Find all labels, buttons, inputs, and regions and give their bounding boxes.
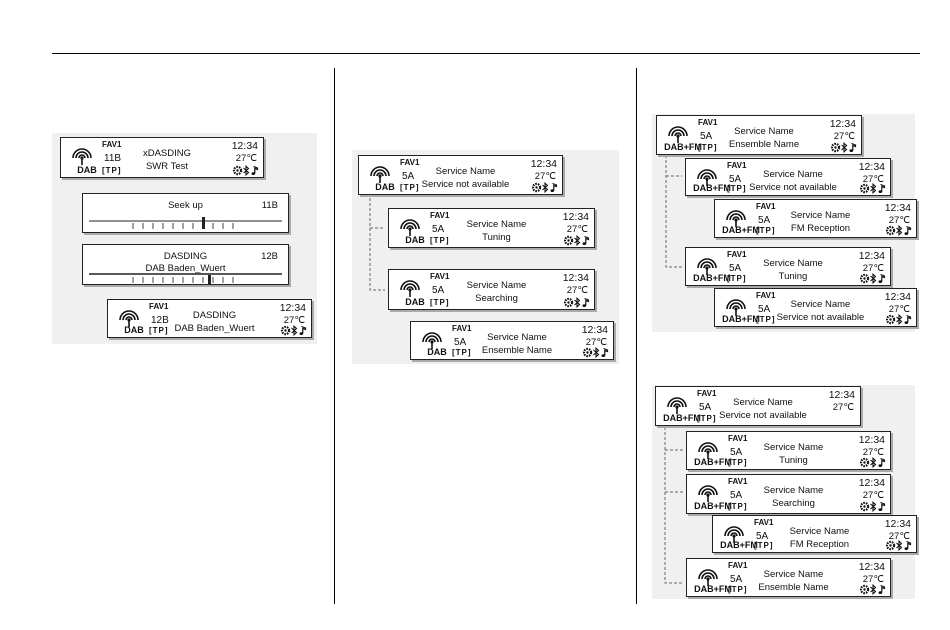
music-note-icon: [252, 167, 258, 176]
music-note-icon: [905, 227, 911, 236]
display-line-1: Service Name: [763, 485, 824, 496]
display-line-1: Service Name: [466, 219, 527, 230]
settings-icon: [565, 237, 572, 244]
settings-icon: [234, 167, 241, 174]
favourite-label: FAV1: [756, 202, 776, 211]
bluetooth-icon: [871, 274, 876, 283]
display-line-2: Tuning: [482, 232, 511, 243]
status-icons: [564, 297, 590, 308]
display-line-1: Service Name: [790, 210, 851, 221]
radio-display: [686, 558, 891, 597]
band-label: DAB+FM: [663, 413, 701, 423]
status-icons: [564, 235, 590, 246]
settings-icon: [861, 275, 868, 282]
display-line-1: Service Name: [487, 332, 547, 343]
channel-label: 5A: [700, 131, 713, 142]
display-line-2: Ensemble Name: [481, 345, 553, 356]
temperature: 27℃: [888, 531, 910, 542]
clock: 12:34: [231, 140, 258, 152]
tp-indicator: [TP]: [728, 458, 748, 467]
favourite-label: FAV1: [400, 158, 420, 167]
column-divider: [636, 68, 637, 604]
status-icons: [532, 182, 558, 193]
display-line-1: Service Name: [435, 166, 496, 177]
clock: 12:34: [829, 118, 856, 130]
radio-display: [60, 137, 264, 178]
bluetooth-icon: [897, 226, 902, 235]
band-label: DAB+FM: [694, 457, 732, 467]
tp-indicator: [TP]: [756, 315, 776, 324]
music-note-icon: [879, 503, 885, 512]
tp-indicator: [TP]: [102, 166, 122, 175]
favourite-label: FAV1: [754, 518, 774, 527]
bluetooth-icon: [842, 143, 847, 152]
channel-label: 12B: [261, 251, 278, 262]
settings-icon: [565, 299, 572, 306]
temperature: 27℃: [235, 153, 257, 164]
bluetooth-icon: [292, 326, 297, 335]
status-icons: [860, 273, 886, 284]
tp-indicator: [TP]: [727, 274, 747, 283]
clock: 12:34: [279, 302, 306, 314]
antenna-icon: [664, 393, 690, 415]
band-label: DAB+FM: [693, 183, 731, 193]
channel-label: 5A: [756, 531, 769, 542]
antenna-icon: [69, 144, 95, 166]
tp-indicator: [TP]: [430, 236, 450, 245]
bluetooth-icon: [871, 585, 876, 594]
music-note-icon: [905, 542, 911, 551]
display-line-2: Service not available: [749, 182, 837, 193]
settings-icon: [584, 349, 591, 356]
display-line-2: Searching: [772, 498, 815, 509]
channel-label: 5A: [699, 402, 712, 413]
temperature: 27℃: [283, 315, 305, 326]
channel-label: 5A: [729, 263, 742, 274]
channel-label: 11B: [261, 200, 278, 211]
channel-label: 11B: [104, 153, 122, 164]
channel-label: 5A: [432, 285, 445, 296]
radio-display: [655, 386, 861, 426]
music-note-icon: [850, 144, 856, 153]
tp-indicator: [TP]: [430, 298, 450, 307]
display-line-1: Service Name: [763, 569, 824, 580]
radio-display: [107, 299, 312, 338]
favourite-label: FAV1: [728, 477, 748, 486]
clock: 12:34: [858, 434, 885, 446]
bluetooth-icon: [594, 348, 599, 357]
tp-indicator: [TP]: [728, 585, 748, 594]
ensemble-name: DAB Baden_Wuert: [145, 263, 226, 274]
favourite-label: FAV1: [430, 211, 450, 220]
clock: 12:34: [562, 272, 589, 284]
band-label: DAB+FM: [720, 540, 758, 550]
settings-icon: [861, 185, 868, 192]
tp-indicator: [TP]: [728, 502, 748, 511]
channel-label: 5A: [730, 574, 743, 585]
display-line-1: Service Name: [790, 299, 851, 310]
clock: 12:34: [858, 477, 885, 489]
display-line-2: FM Reception: [790, 223, 851, 234]
display-line-1: Service Name: [763, 442, 824, 453]
radio-display: [714, 288, 917, 327]
tp-indicator: [TP]: [727, 184, 747, 193]
music-note-icon: [602, 349, 608, 358]
favourite-label: FAV1: [727, 250, 747, 259]
display-line-2: Service not available: [719, 410, 807, 421]
channel-label: 5A: [730, 490, 743, 501]
temperature: 27℃: [862, 447, 884, 458]
band-label: DAB: [77, 165, 97, 175]
settings-icon: [861, 586, 868, 593]
radio-display: [656, 115, 862, 155]
settings-icon: [887, 227, 894, 234]
bluetooth-icon: [897, 315, 902, 324]
seek-label: Seek up: [168, 200, 203, 211]
radio-display: [358, 155, 563, 195]
band-label: DAB: [124, 325, 144, 335]
music-note-icon: [879, 459, 885, 468]
bluetooth-icon: [543, 183, 548, 192]
tp-indicator: [TP]: [400, 183, 420, 192]
music-note-icon: [879, 185, 885, 194]
radio-display: [685, 247, 891, 286]
band-label: DAB+FM: [722, 225, 760, 235]
music-note-icon: [905, 316, 911, 325]
music-note-icon: [583, 237, 589, 246]
status-icons: [860, 183, 886, 194]
display-line-1: Service Name: [733, 397, 793, 408]
display-line-2: Tuning: [779, 455, 808, 466]
channel-label: 5A: [454, 337, 467, 348]
temperature: 27℃: [862, 574, 884, 585]
display-line-1: Service Name: [734, 126, 794, 137]
display-line-1: DASDING: [192, 310, 237, 321]
bluetooth-icon: [575, 236, 580, 245]
tp-indicator: [TP]: [149, 326, 169, 335]
clock: 12:34: [858, 161, 885, 173]
favourite-label: FAV1: [149, 302, 169, 311]
clock: 12:34: [884, 202, 911, 214]
status-icons: [860, 584, 886, 595]
radio-display: [686, 431, 891, 470]
music-note-icon: [300, 327, 306, 336]
display-line-1: xDASDING: [142, 148, 192, 159]
bluetooth-icon: [871, 458, 876, 467]
bluetooth-icon: [244, 166, 249, 175]
status-icons: [281, 325, 307, 336]
clock: 12:34: [858, 561, 885, 573]
header-rule: [52, 53, 920, 54]
display-line-1: Service Name: [466, 280, 527, 291]
band-label: DAB+FM: [722, 314, 760, 324]
status-icons: [831, 142, 857, 153]
settings-icon: [832, 144, 839, 151]
antenna-icon: [397, 215, 423, 237]
clock: 12:34: [828, 389, 855, 401]
tuning-scale: [89, 217, 282, 231]
bluetooth-icon: [871, 184, 876, 193]
temperature: 27℃: [534, 171, 556, 182]
display-line-2: SWR Test: [145, 161, 189, 172]
tp-indicator: [TP]: [698, 143, 718, 152]
tuning-scale: [89, 272, 282, 284]
favourite-label: FAV1: [698, 118, 718, 127]
antenna-icon: [695, 481, 721, 503]
temperature: 27℃: [862, 490, 884, 501]
display-line-1: Service Name: [763, 169, 823, 180]
display-line-1: Service Name: [789, 526, 850, 537]
clock: 12:34: [581, 324, 608, 336]
favourite-label: FAV1: [452, 324, 472, 333]
settings-icon: [861, 459, 868, 466]
channel-label: 5A: [730, 447, 743, 458]
seek-bar-display: [82, 193, 289, 233]
clock: 12:34: [884, 291, 911, 303]
radio-display: [714, 199, 917, 238]
antenna-icon: [397, 276, 423, 298]
channel-label: 5A: [432, 224, 445, 235]
radio-display: [712, 515, 917, 553]
band-label: DAB+FM: [694, 501, 732, 511]
display-line-1: Service Name: [763, 258, 823, 269]
display-line-2: DAB Baden_Wuert: [174, 323, 255, 334]
status-icons: [860, 501, 886, 512]
music-note-icon: [879, 275, 885, 284]
bluetooth-icon: [871, 502, 876, 511]
settings-icon: [887, 542, 894, 549]
temperature: 27℃: [832, 402, 854, 413]
status-icons: [860, 457, 886, 468]
favourite-label: FAV1: [727, 161, 747, 170]
favourite-label: FAV1: [728, 561, 748, 570]
temperature: 27℃: [888, 215, 910, 226]
bluetooth-icon: [575, 298, 580, 307]
channel-label: 5A: [758, 304, 771, 315]
temperature: 27℃: [862, 174, 884, 185]
clock: 12:34: [858, 250, 885, 262]
antenna-icon: [665, 122, 691, 144]
temperature: 27℃: [566, 224, 588, 235]
favourite-label: FAV1: [430, 272, 450, 281]
band-label: DAB: [375, 182, 395, 192]
favourite-label: FAV1: [697, 389, 717, 398]
clock: 12:34: [562, 211, 589, 223]
column-divider: [334, 68, 335, 604]
favourite-label: FAV1: [102, 140, 122, 149]
station-bar-display: [82, 244, 289, 285]
band-label: DAB+FM: [693, 273, 731, 283]
favourite-label: FAV1: [756, 291, 776, 300]
settings-icon: [887, 316, 894, 323]
radio-display: [685, 158, 891, 196]
status-icons: [886, 540, 912, 551]
settings-icon: [861, 503, 868, 510]
display-line-2: FM Reception: [789, 539, 850, 550]
radio-display: [686, 474, 891, 514]
settings-icon: [533, 184, 540, 191]
clock: 12:34: [530, 158, 557, 170]
display-line-2: Searching: [475, 293, 518, 304]
bluetooth-icon: [897, 541, 902, 550]
band-label: DAB+FM: [694, 584, 732, 594]
tp-indicator: [TP]: [452, 348, 472, 357]
status-icons: [233, 165, 259, 176]
display-line-2: Service not available: [421, 179, 510, 190]
music-note-icon: [551, 184, 557, 193]
temperature: 27℃: [888, 304, 910, 315]
band-label: DAB: [405, 297, 425, 307]
antenna-icon: [367, 162, 393, 184]
tp-indicator: [TP]: [756, 226, 776, 235]
display-line-2: Ensemble Name: [758, 582, 829, 593]
clock: 12:34: [884, 518, 911, 530]
display-line-2: Tuning: [778, 271, 808, 282]
music-note-icon: [879, 586, 885, 595]
tp-indicator: [TP]: [754, 541, 774, 550]
radio-display: [388, 269, 595, 310]
temperature: 27℃: [862, 263, 884, 274]
temperature: 27℃: [585, 337, 607, 348]
radio-display: [388, 208, 595, 248]
station-name: DASDING: [163, 251, 208, 262]
status-icons: [886, 314, 912, 325]
music-note-icon: [583, 299, 589, 308]
channel-label: 12B: [151, 315, 169, 326]
settings-icon: [282, 327, 289, 334]
band-label: DAB+FM: [664, 142, 702, 152]
channel-label: 5A: [729, 174, 742, 185]
temperature: 27℃: [833, 131, 855, 142]
favourite-label: FAV1: [728, 434, 748, 443]
display-line-2: Ensemble Name: [728, 139, 800, 150]
radio-display: [410, 321, 614, 360]
tp-indicator: [TP]: [697, 414, 717, 423]
band-label: DAB: [427, 347, 447, 357]
display-line-2: Service not available: [776, 312, 865, 323]
status-icons: [886, 225, 912, 236]
status-icons: [583, 347, 609, 358]
band-label: DAB: [405, 235, 425, 245]
channel-label: 5A: [758, 215, 771, 226]
temperature: 27℃: [566, 285, 588, 296]
channel-label: 5A: [402, 171, 415, 182]
